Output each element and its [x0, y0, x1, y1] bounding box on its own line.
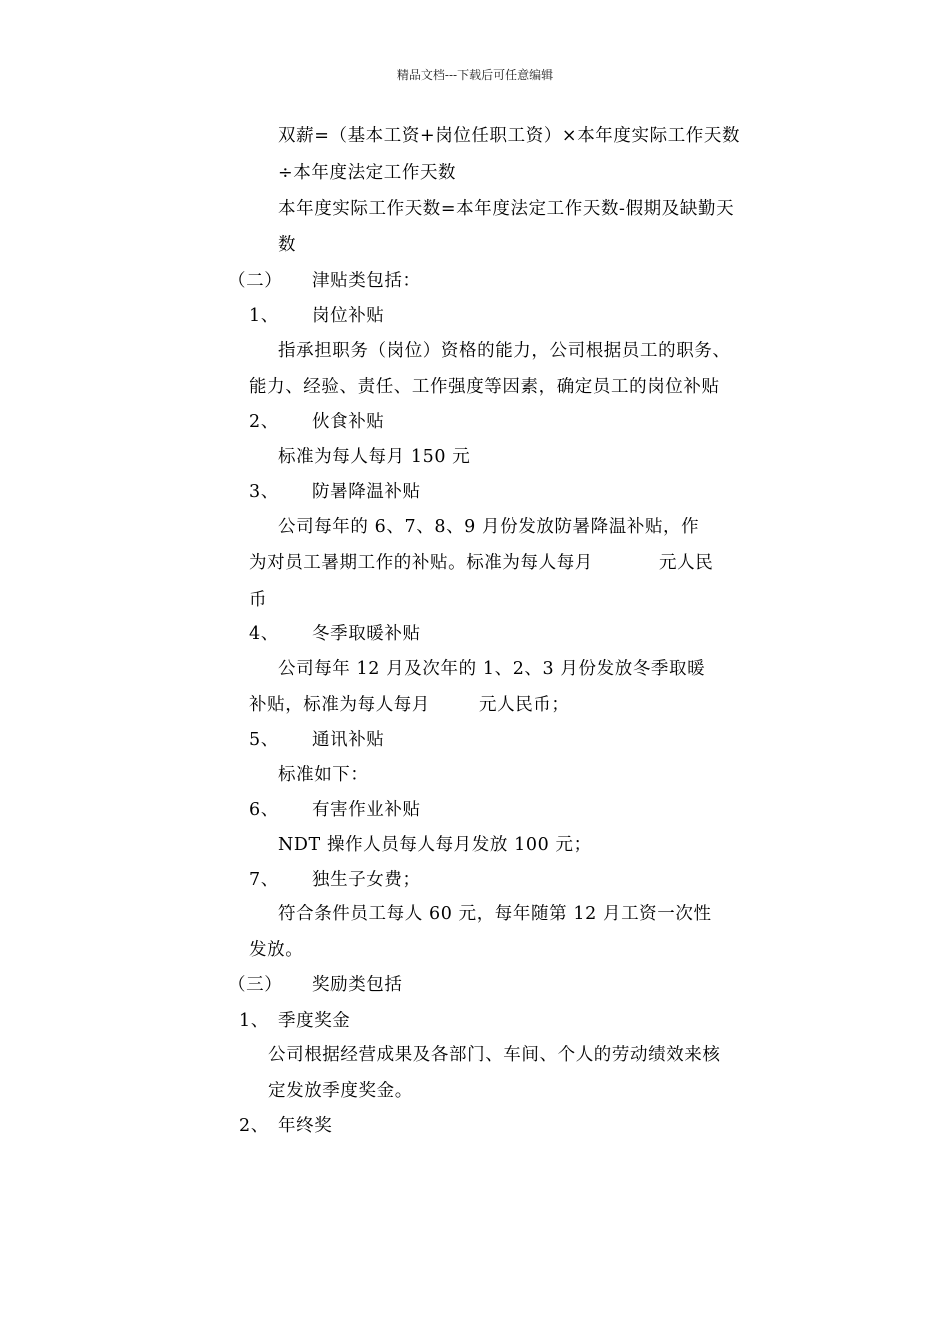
text-line: 定发放季度奖金。: [268, 1081, 413, 1101]
item-heading: 通讯补贴: [312, 730, 385, 750]
item-number: 1、: [239, 1011, 269, 1031]
item-heading: 防暑降温补贴: [312, 482, 421, 502]
text-line: 双薪=（基本工资+岗位任职工资）×本年度实际工作天数: [278, 126, 741, 146]
section-heading: 津贴类包括：: [312, 271, 421, 291]
text-line: 发放。: [249, 940, 304, 960]
section-number: （三）: [228, 975, 283, 995]
text-line: 数: [278, 235, 297, 255]
item-number: 2、: [239, 1116, 269, 1136]
text-line: 币: [249, 590, 268, 610]
item-heading: 岗位补贴: [312, 306, 385, 326]
text-line: 补贴，标准为每人每月: [249, 695, 430, 715]
text-line: 为对员工暑期工作的补贴。标准为每人每月: [249, 553, 593, 573]
text-line: 标准如下：: [278, 765, 369, 785]
item-heading: 独生子女费；: [312, 870, 421, 890]
text-line: 公司根据经营成果及各部门、车间、个人的劳动绩效来核: [268, 1045, 721, 1065]
text-line: NDT 操作人员每人每月发放 100 元；: [278, 835, 592, 855]
text-line: 标准为每人每月 150 元: [278, 447, 471, 467]
text-line: 公司每年的 6、7、8、9 月份发放防暑降温补贴，作: [278, 517, 700, 537]
section-heading: 奖励类包括: [312, 975, 403, 995]
section-number: （二）: [228, 271, 283, 291]
item-heading: 年终奖: [278, 1116, 333, 1136]
text-line: 本年度实际工作天数=本年度法定工作天数-假期及缺勤天: [278, 199, 735, 219]
item-number: 5、: [249, 730, 279, 750]
item-heading: 季度奖金: [278, 1011, 351, 1031]
item-heading: 冬季取暖补贴: [312, 624, 421, 644]
text-line: 元人民币；: [479, 695, 570, 715]
page-header: 精品文档---下载后可任意编辑: [396, 68, 554, 82]
text-line: 公司每年 12 月及次年的 1、2、3 月份发放冬季取暖: [278, 659, 706, 679]
item-heading: 有害作业补贴: [312, 800, 421, 820]
item-number: 4、: [249, 624, 279, 644]
item-number: 3、: [249, 482, 279, 502]
text-line: 指承担职务（岗位）资格的能力，公司根据员工的职务、: [278, 341, 731, 361]
text-line: 元人民: [659, 553, 714, 573]
item-number: 1、: [249, 306, 279, 326]
item-number: 7、: [249, 870, 279, 890]
text-line: 能力、经验、责任、工作强度等因素，确定员工的岗位补贴: [249, 377, 720, 397]
item-number: 6、: [249, 800, 279, 820]
item-heading: 伙食补贴: [312, 412, 385, 432]
text-line: ÷本年度法定工作天数: [278, 163, 457, 183]
text-line: 符合条件员工每人 60 元，每年随第 12 月工资一次性: [278, 904, 712, 924]
item-number: 2、: [249, 412, 279, 432]
